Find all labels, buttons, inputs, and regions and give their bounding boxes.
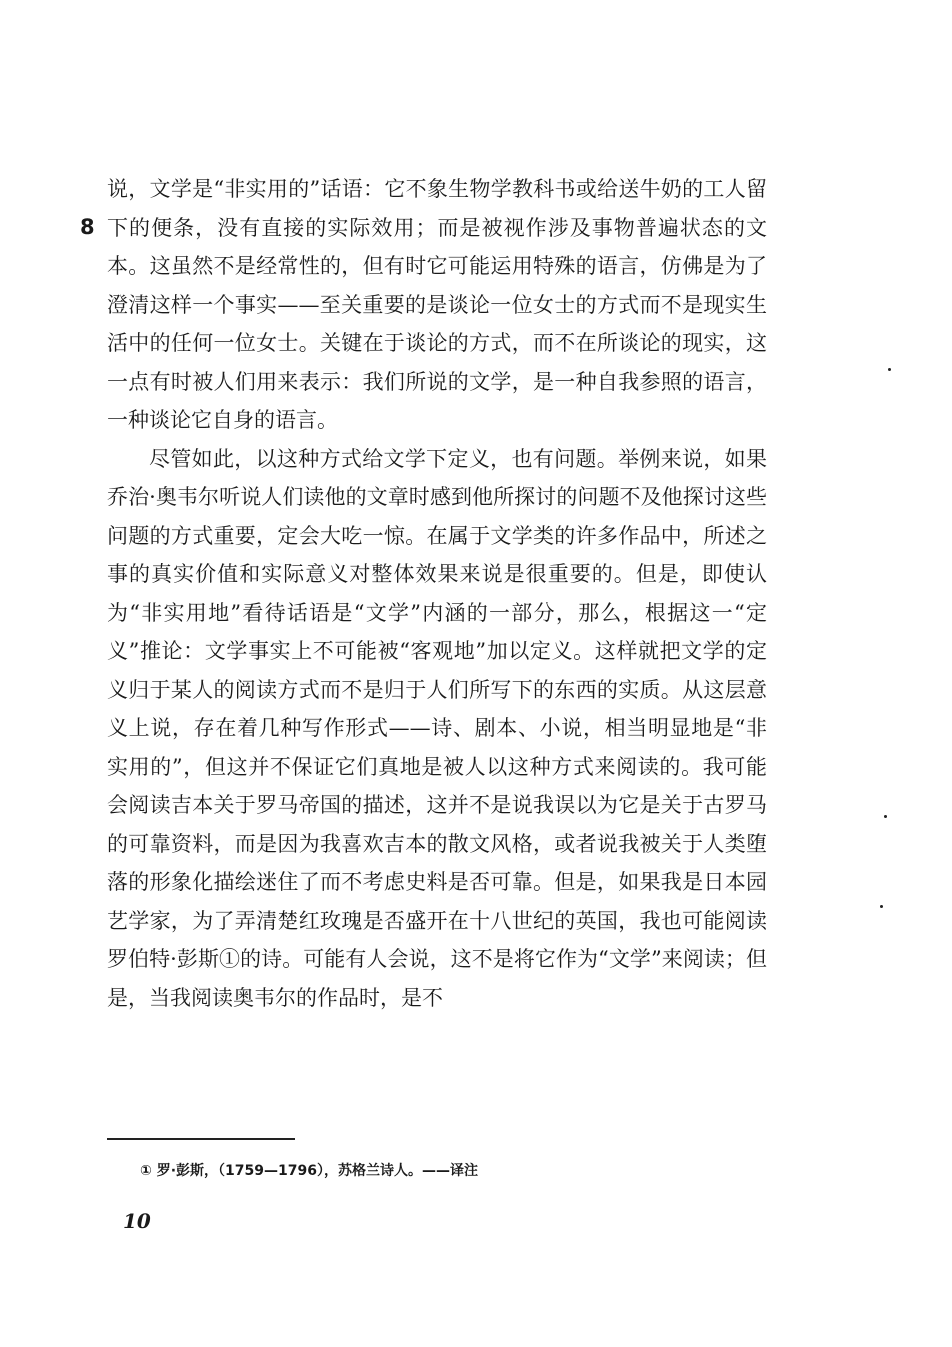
page-number: 10 — [123, 1209, 151, 1233]
scan-speck — [884, 815, 887, 818]
footnote: ① 罗·彭斯，（1759—1796），苏格兰诗人。——译注 — [140, 1163, 478, 1179]
margin-number: 8 — [80, 215, 95, 239]
paragraph: 说，文学是“非实用的”话语：它不象生物学教科书或给送牛奶的工人留下的便条，没有直接的实际效用；而是被视作涉及事物普遍状态的文本。这虽然不是经常性的，但有时它可能运用特殊的语言，仿佛是为了澄清这样一个事实——至关重要的是谈论一位女士的方式而不是现实生活中的任何一位女士。关键在于谈论的方式，而不在所谈论的现实，这一点有时被人们用来表示：我们所说的文学，是一种自我参照的语言，一种谈论它自身的语言。 — [107, 177, 767, 432]
footnote-divider — [107, 1138, 295, 1140]
paragraph: 尽管如此，以这种方式给文学下定义，也有问题。举例来说，如果乔治·奥韦尔听说人们读他的文章时感到他所探讨的问题不及他探讨这些问题的方式重要，定会大吃一惊。在属于文学类的许多作品中，所述之事的真实价值和实际意义对整体效果来说是很重要的。但是，即使认为“非实用地”看待话语是“文学”内涵的一部分，那么，根据这一“定义”推论：文学事实上不可能被“客观地”加以定义。这样就把文学的定义归于某人的阅读方式而不是归于人们所写下的东西的实质。从这层意义上说，存在着几种写作形式——诗、剧本、小说，相当明显地是“非实用的”，但这并不保证它们真地是被人以这种方式来阅读的。我可能会阅读吉本关于罗马帝国的描述，这并不是说我误以为它是关于古罗马的可靠资料，而是因为我喜欢吉本的散文风格，或者说我被关于人类堕落的形象化描绘迷住了而不考虑史料是否可靠。但是，如果我是日本园艺学家，为了弄清楚红玫瑰是否盛开在十八世纪的英国，我也可能阅读罗伯特·彭斯①的诗。可能有人会说，这不是将它作为“文学”来阅读；但是，当我阅读奥韦尔的作品时，是不 — [107, 446, 767, 1010]
scan-speck — [888, 368, 891, 371]
scan-speck — [880, 905, 883, 908]
body-text — [107, 170, 767, 1017]
